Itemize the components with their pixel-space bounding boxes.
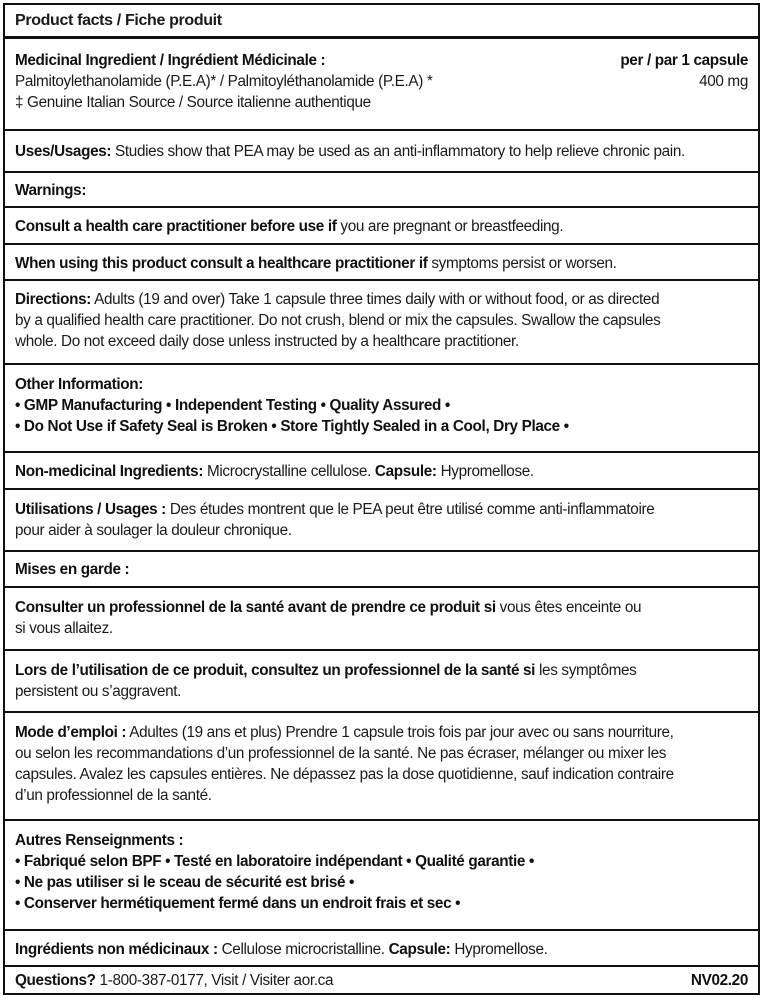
- when-using-fr-row: [5, 651, 758, 713]
- directions-fr-line4: d’un professionnel de la santé.: [15, 787, 212, 804]
- non-medicinal-en-row: [5, 453, 758, 490]
- header-row: [5, 5, 758, 39]
- capsule-en-label: Capsule:: [374, 463, 437, 480]
- consult-fr-text2: si vous allaitez.: [15, 620, 113, 637]
- consult-en-row: [5, 208, 758, 245]
- questions-label: Questions?: [15, 972, 96, 989]
- uses-en-label: Uses/Usages:: [15, 143, 112, 160]
- directions-fr-row: [5, 713, 758, 821]
- non-medicinal-fr-text: Cellulose microcristalline.: [217, 941, 389, 958]
- uses-fr-row: [5, 490, 758, 552]
- when-using-fr-text1: les symptômes: [535, 662, 637, 679]
- when-using-en-row: [5, 245, 758, 281]
- other-info-fr-line3: • Conserver hermétiquement fermé dans un endroit frais et sec •: [15, 895, 461, 912]
- directions-en-label: Directions:: [15, 291, 92, 308]
- per-capsule-label: per / par 1 capsule: [620, 52, 748, 69]
- footer-row: [5, 967, 758, 993]
- uses-fr-label: Utilisations / Usages :: [15, 501, 166, 518]
- medicinal-ingredient-row: [5, 39, 758, 131]
- when-using-en-text: symptoms persist or worsen.: [427, 255, 617, 272]
- directions-en-line2: by a qualified health care practitioner. Do not crush, blend or mix the capsules. Swallow the capsules: [15, 312, 661, 329]
- other-info-fr-line2: • Ne pas utiliser si le sceau de sécurité est brisé •: [15, 874, 355, 891]
- when-using-fr-bold: Lors de l’utilisation de ce produit, consultez un professionnel de la santé si: [15, 662, 536, 679]
- consult-en-bold: Consult a health care practitioner before use if: [15, 218, 337, 235]
- product-facts-panel: [3, 3, 760, 995]
- warnings-fr-row: [5, 552, 758, 588]
- source-note: ‡ Genuine Italian Source / Source italienne authentique: [15, 94, 371, 111]
- uses-en-row: [5, 131, 758, 173]
- consult-fr-bold: Consulter un professionnel de la santé avant de prendre ce produit si: [15, 599, 496, 616]
- other-info-fr-label: Autres Renseignments :: [15, 832, 184, 849]
- directions-fr-label: Mode d’emploi :: [15, 724, 127, 741]
- capsule-en-text: Hypromellose.: [436, 463, 534, 480]
- directions-fr-line2: ou selon les recommandations d’un professionnel de la santé. Ne pas écraser, mélanger ou mixer les: [15, 745, 667, 762]
- warnings-fr-label: Mises en garde :: [15, 561, 130, 578]
- directions-en-row: [5, 281, 758, 365]
- when-using-fr-text2: persistent ou s’aggravent.: [15, 683, 182, 700]
- directions-en-line3: whole. Do not exceed daily dose unless instructed by a healthcare practitioner.: [15, 333, 519, 350]
- capsule-fr-label: Capsule:: [388, 941, 451, 958]
- non-medicinal-en-text: Microcrystalline cellulose.: [203, 463, 375, 480]
- directions-en-line1: Adults (19 and over) Take 1 capsule three times daily with or without food, or as directed: [91, 291, 660, 308]
- directions-fr-line3: capsules. Avalez les capsules entières. Ne dépassez pas la dose quotidienne, sauf indication contraire: [15, 766, 674, 783]
- uses-en-text: Studies show that PEA may be used as an anti-inflammatory to help relieve chronic pain.: [111, 143, 685, 160]
- other-info-en-line1: • GMP Manufacturing • Independent Testing • Quality Assured •: [15, 397, 450, 414]
- ingredient-amount: 400 mg: [699, 73, 748, 90]
- warnings-en-label: Warnings:: [15, 182, 87, 199]
- other-info-fr-row: [5, 821, 758, 931]
- other-info-fr-line1: • Fabriqué selon BPF • Testé en laboratoire indépendant • Qualité garantie •: [15, 853, 534, 870]
- consult-fr-row: [5, 588, 758, 651]
- non-medicinal-en-label: Non-medicinal Ingredients:: [15, 463, 204, 480]
- contact-text: 1-800-387-0177, Visit / Visiter aor.ca: [95, 972, 334, 989]
- consult-en-text: you are pregnant or breastfeeding.: [336, 218, 564, 235]
- other-info-en-row: [5, 365, 758, 453]
- panel-title: Product facts / Fiche produit: [15, 12, 222, 29]
- non-medicinal-fr-row: [5, 931, 758, 967]
- uses-fr-line1: Des études montrent que le PEA peut être utilisé comme anti-inflammatoire: [165, 501, 655, 518]
- warnings-en-row: [5, 173, 758, 208]
- consult-fr-text1: vous êtes enceinte ou: [495, 599, 642, 616]
- medicinal-ingredient-heading: Medicinal Ingredient / Ingrédient Médicinale :: [15, 52, 326, 69]
- version-code: NV02.20: [690, 972, 748, 989]
- other-info-en-label: Other Information:: [15, 376, 143, 393]
- directions-fr-line1: Adultes (19 ans et plus) Prendre 1 capsule trois fois par jour avec ou sans nourriture,: [126, 724, 674, 741]
- other-info-en-line2: • Do Not Use if Safety Seal is Broken • Store Tightly Sealed in a Cool, Dry Place •: [15, 418, 569, 435]
- capsule-fr-text: Hypromellose.: [450, 941, 548, 958]
- non-medicinal-fr-label: Ingrédients non médicinaux :: [15, 941, 218, 958]
- when-using-en-bold: When using this product consult a healthcare practitioner if: [15, 255, 428, 272]
- ingredient-name: Palmitoylethanolamide (P.E.A)* / Palmitoyléthanolamide (P.E.A) *: [15, 73, 433, 90]
- uses-fr-line2: pour aider à soulager la douleur chronique.: [15, 522, 292, 539]
